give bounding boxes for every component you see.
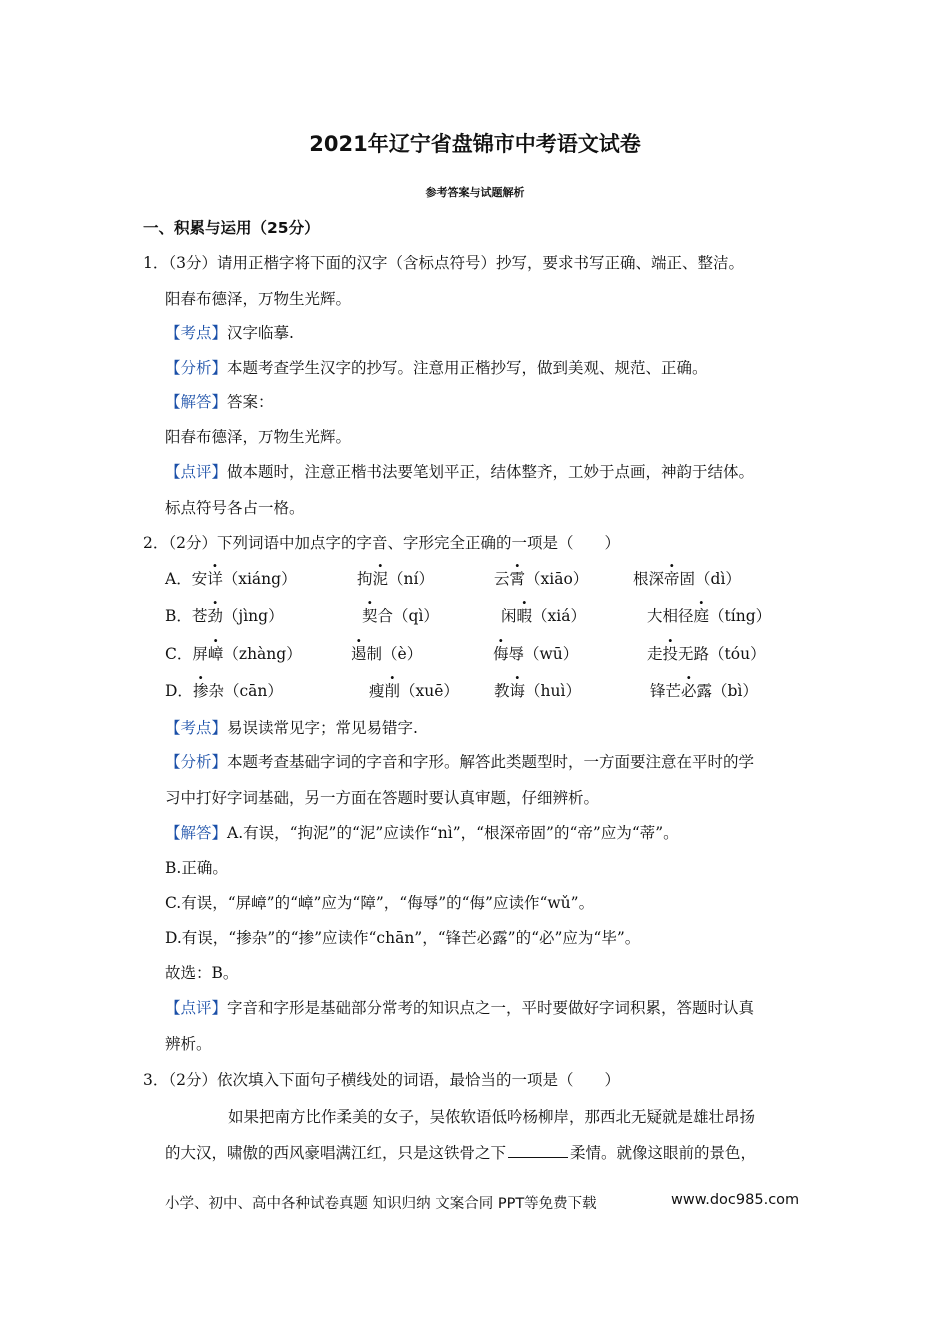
dotted-character: 帝 bbox=[664, 570, 680, 588]
dotted-character: 霄 bbox=[509, 570, 526, 588]
q2-stem: 2．（2分）下列词语中加点字的字音、字形完全正确的一项是（ ） bbox=[143, 534, 620, 552]
q2-option-letter: D． bbox=[165, 682, 193, 700]
q2-option-C-word-3 bbox=[493, 642, 578, 664]
word-suffix: （xiáng） bbox=[222, 570, 297, 588]
q2-option-D-word-4 bbox=[650, 679, 758, 701]
q2-option-D-word-1 bbox=[165, 679, 283, 701]
q3-paragraph-line1: 如果把南方比作柔美的女子，吴侬软语低吟杨柳岸，那西北无疑就是雄壮昂扬 bbox=[228, 1108, 756, 1126]
q2-jieda bbox=[165, 821, 679, 843]
q2-kaodian bbox=[165, 716, 418, 738]
dotted-character: 契 bbox=[362, 607, 378, 625]
dotted-character: 侮 bbox=[493, 645, 509, 663]
word-prefix: 拘 bbox=[357, 570, 373, 588]
dotted-character: 详 bbox=[207, 570, 223, 588]
page-title: 2021年辽宁省盘锦市中考语文试卷 bbox=[309, 132, 641, 156]
q2-option-C-word-2 bbox=[351, 642, 422, 664]
q1-fenxi bbox=[165, 356, 708, 378]
dotted-character: 诲 bbox=[509, 682, 526, 700]
q2-fenxi-cont: 习中打好字词基础，另一方面在答题时要认真审题，仔细辨析。 bbox=[165, 789, 600, 807]
q1-dianping-text: 做本题时，注意正楷书法要笔划平正，结体整齐，工妙于点画，神韵于结体。 bbox=[227, 463, 755, 481]
word-prefix: 苍 bbox=[191, 607, 208, 625]
q1-dianping bbox=[165, 460, 754, 482]
q1-kaodian bbox=[165, 321, 294, 343]
q2-option-A-word-4 bbox=[633, 567, 741, 589]
word-suffix: （ní） bbox=[388, 570, 434, 588]
word-prefix: 屏 bbox=[192, 645, 208, 663]
q2-jieda-d: D.有误，“掺杂”的“掺”应读作“chān”，“锋芒必露”的“必”应为“毕”。 bbox=[165, 929, 641, 947]
q2-option-C-word-4 bbox=[647, 642, 766, 664]
footer-url[interactable]: www.doc985.com bbox=[671, 1192, 800, 1208]
word-suffix: 辱（wū） bbox=[508, 645, 579, 663]
q2-option-B-word-1 bbox=[165, 604, 284, 626]
q2-jieda-b: B.正确。 bbox=[165, 859, 228, 877]
footer-text: 小学、初中、高中各种试卷真题 知识归纳 文案合同 PPT等免费下载 bbox=[165, 1196, 597, 1212]
q2-option-B-word-2 bbox=[362, 604, 439, 626]
dianping-label: 【点评】 bbox=[165, 463, 228, 481]
q1-dianping-cont: 标点符号各占一格。 bbox=[165, 499, 305, 517]
word-prefix: 闲 bbox=[501, 607, 517, 625]
word-suffix: 合（qì） bbox=[377, 607, 439, 625]
dotted-character: 泥 bbox=[372, 570, 389, 588]
q2-option-D-word-3 bbox=[494, 679, 581, 701]
q1-stem: 1．（3分）请用正楷字将下面的汉字（含标点符号）抄写，要求书写正确、端正、整洁。 bbox=[143, 254, 744, 272]
q3-blank bbox=[508, 1156, 568, 1158]
word-suffix: 制（è） bbox=[366, 645, 423, 663]
dotted-character: 投 bbox=[662, 645, 679, 663]
dotted-character: 掺 bbox=[192, 682, 209, 700]
q1-answer: 阳春布德泽，万物生光辉。 bbox=[165, 428, 352, 446]
word-suffix: （tíng） bbox=[709, 607, 772, 625]
dotted-character: 暇 bbox=[516, 607, 533, 625]
q2-option-C-word-1 bbox=[165, 642, 302, 664]
fenxi-label: 【分析】 bbox=[165, 753, 228, 771]
fenxi-label: 【分析】 bbox=[165, 359, 228, 377]
q1-text: 阳春布德泽，万物生光辉。 bbox=[165, 290, 352, 308]
q1-kaodian-text: 汉字临摹. bbox=[227, 324, 294, 342]
q2-jieda-c: C.有误，“屏嶂”的“嶂”应为“障”，“侮辱”的“侮”应读作“wǔ”。 bbox=[165, 894, 595, 912]
dotted-character: 庭 bbox=[693, 607, 710, 625]
dotted-character: 遏 bbox=[351, 645, 367, 663]
q1-jieda bbox=[165, 390, 274, 412]
page-subtitle: 参考答案与试题解析 bbox=[425, 186, 525, 199]
q1-jieda-text: 答案： bbox=[227, 393, 274, 411]
q2-jieda-result: 故选：B。 bbox=[165, 964, 239, 982]
word-suffix: 固（dì） bbox=[679, 570, 741, 588]
word-prefix: 云 bbox=[494, 570, 510, 588]
dianping-label: 【点评】 bbox=[165, 999, 228, 1017]
q2-option-B-word-3 bbox=[501, 604, 586, 626]
q2-option-D-word-2 bbox=[369, 679, 459, 701]
dotted-character: 嶂 bbox=[207, 645, 224, 663]
word-prefix: 教 bbox=[494, 682, 510, 700]
word-prefix: 根深 bbox=[633, 570, 665, 588]
q1-fenxi-text: 本题考查学生汉字的抄写。注意用正楷抄写，做到美观、规范、正确。 bbox=[227, 359, 708, 377]
q3-para-part2: 柔情。就像这眼前的景色， bbox=[570, 1144, 757, 1162]
kaodian-label: 【考点】 bbox=[165, 324, 228, 342]
q2-option-B-word-4 bbox=[647, 604, 771, 626]
word-prefix: 大相径 bbox=[647, 607, 694, 625]
word-suffix: （xiá） bbox=[532, 607, 586, 625]
dotted-character: 劲 bbox=[207, 607, 223, 625]
q2-kaodian-text: 易误读常见字；常见易错字. bbox=[227, 719, 418, 737]
kaodian-label: 【考点】 bbox=[165, 719, 228, 737]
jieda-label: 【解答】 bbox=[165, 824, 228, 842]
q3-paragraph-line2 bbox=[165, 1141, 756, 1163]
word-prefix: 安 bbox=[191, 570, 208, 588]
word-suffix: 无路（tóu） bbox=[678, 645, 766, 663]
word-suffix: （zhàng） bbox=[223, 645, 302, 663]
word-prefix: 锋芒 bbox=[650, 682, 682, 700]
q2-jieda-text: A.有误，“拘泥”的“泥”应读作“nì”，“根深帝固”的“帝”应为“蒂”。 bbox=[227, 824, 679, 842]
q2-dianping-cont: 辨析。 bbox=[165, 1035, 212, 1053]
q3-stem: 3．（2分）依次填入下面句子横线处的词语，最恰当的一项是（ ） bbox=[143, 1071, 620, 1089]
q2-fenxi bbox=[165, 750, 754, 772]
word-suffix: （huì） bbox=[525, 682, 581, 700]
q2-fenxi-text: 本题考查基础字词的字音和字形。解答此类题型时，一方面要注意在平时的学 bbox=[227, 753, 755, 771]
word-suffix: 露（bì） bbox=[696, 682, 758, 700]
dotted-character: 削 bbox=[384, 682, 401, 700]
q2-option-A-word-1 bbox=[165, 567, 297, 589]
word-suffix: （jìng） bbox=[222, 607, 284, 625]
word-prefix: 走 bbox=[647, 645, 663, 663]
q2-option-letter: A． bbox=[165, 570, 192, 588]
q2-option-A-word-3 bbox=[494, 567, 588, 589]
word-suffix: （xiāo） bbox=[525, 570, 589, 588]
word-suffix: 杂（cān） bbox=[208, 682, 283, 700]
q2-option-letter: B． bbox=[165, 607, 192, 625]
word-suffix: （xuē） bbox=[400, 682, 459, 700]
q3-para-part1: 的大汉，啸傲的西风豪唱满江红，只是这铁骨之下 bbox=[165, 1144, 507, 1162]
q2-dianping bbox=[165, 996, 754, 1018]
jieda-label: 【解答】 bbox=[165, 393, 228, 411]
word-prefix: 瘦 bbox=[369, 682, 385, 700]
q2-dianping-text: 字音和字形是基础部分常考的知识点之一，平时要做好字词积累，答题时认真 bbox=[227, 999, 755, 1017]
q2-option-letter: C． bbox=[165, 645, 193, 663]
section-heading: 一、积累与运用（25分） bbox=[143, 219, 320, 237]
dotted-character: 必 bbox=[681, 682, 697, 700]
q2-option-A-word-2 bbox=[357, 567, 434, 589]
